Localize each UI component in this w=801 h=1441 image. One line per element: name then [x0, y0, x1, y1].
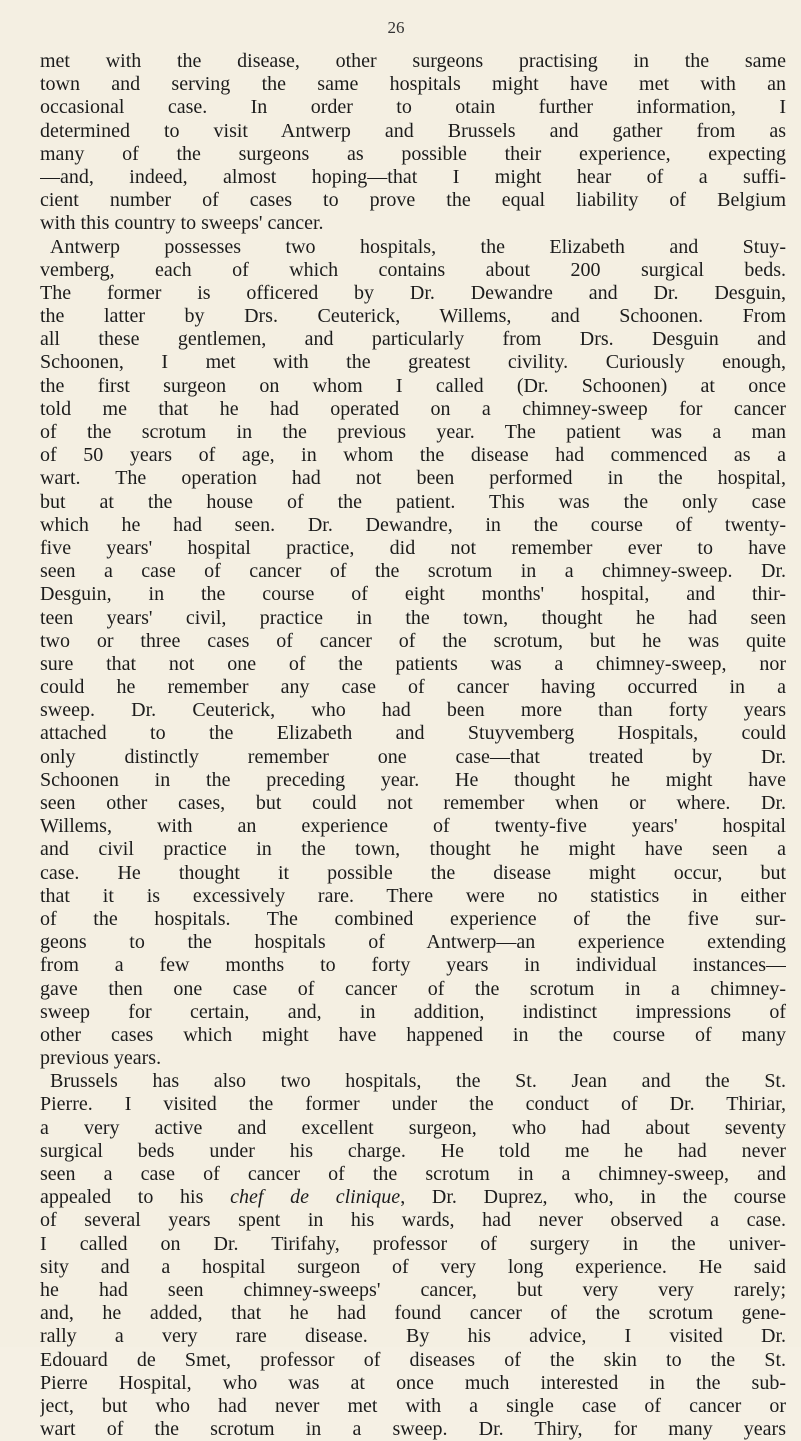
text-line: Desguin, in the course of eight months' hospital, and thir- — [40, 583, 786, 606]
text-line: case. He thought it possible the disease might occur, but — [40, 861, 786, 884]
text-line: wart. The operation had not been performed in the hospital, — [40, 467, 786, 490]
text-line: wart of the scrotum in a sweep. Dr. Thiry, for many years — [40, 1418, 786, 1441]
text-line: and, he added, that he had found cancer of the scrotum gene- — [40, 1302, 786, 1325]
text-line: attached to the Elizabeth and Stuyvemberg Hospitals, could — [40, 722, 786, 745]
text-line: the first surgeon on whom I called (Dr. Schoonen) at once — [40, 374, 786, 397]
text-line: two or three cases of cancer of the scrotum, but he was quite — [40, 629, 786, 652]
text-line: he had seen chimney-sweeps' cancer, but very very rarely; — [40, 1278, 786, 1301]
text-line: of the scrotum in the previous year. The patient was a man — [40, 421, 786, 443]
text-line: seen other cases, but could not remember when or where. Dr. — [40, 792, 786, 814]
text-line: —and, indeed, almost hoping—that I might hear of a suffi- — [40, 165, 786, 188]
text-line: The former is officered by Dr. Dewandre and Dr. Desguin, — [40, 281, 786, 304]
text-line: seen a case of cancer of the scrotum in a chimney-sweep. Dr. — [40, 560, 786, 583]
text-line: and civil practice in the town, thought he might have seen a — [40, 838, 786, 861]
text-line: Willems, with an experience of twenty-five years' hospital — [40, 815, 786, 838]
text-line: many of the surgeons as possible their experience, expecting — [40, 142, 786, 165]
text-line: of the hospitals. The combined experience of the five sur- — [40, 907, 786, 930]
text-line: could he remember any case of cancer having occurred in a — [40, 676, 786, 699]
text-line: teen years' civil, practice in the town, thought he had seen — [40, 606, 786, 629]
text-line: sweep. Dr. Ceuterick, who had been more than forty years — [40, 699, 786, 722]
text-line: sweep for certain, and, in addition, indistinct impressions of — [40, 1000, 786, 1023]
text-line: the latter by Drs. Ceuterick, Willems, and Schoonen. From — [40, 305, 786, 328]
text-line: Schoonen, I met with the greatest civility. Curiously enough, — [40, 351, 786, 374]
text-line: of several years spent in his wards, had never observed a case. — [40, 1209, 786, 1232]
text-line: from a few months to forty years in individual instances— — [40, 954, 786, 977]
text-line: sure that not one of the patients was a chimney-sweep, nor — [40, 652, 786, 675]
body-text — [40, 50, 786, 1441]
text-line: of 50 years of age, in whom the disease had commenced as a — [40, 444, 786, 467]
text-line: I called on Dr. Tirifahy, professor of surgery in the univer- — [40, 1232, 786, 1255]
text-line: a very active and excellent surgeon, who had about seventy — [40, 1116, 786, 1139]
text-line: determined to visit Antwerp and Brussels and gather from as — [40, 119, 786, 142]
text-line: five years' hospital practice, did not remember ever to have — [40, 536, 786, 559]
text-line: Pierre. I visited the former under the conduct of Dr. Thiriar, — [40, 1093, 786, 1116]
text-line: but at the house of the patient. This was the only case — [40, 490, 786, 513]
text-line: occasional case. In order to otain further information, I — [40, 96, 786, 119]
text-line: sity and a hospital surgeon of very long experience. He said — [40, 1255, 786, 1278]
text-line: previous years. — [40, 1047, 162, 1070]
text-line: ject, but who had never met with a single case of cancer or — [40, 1394, 786, 1417]
text-line: Brussels has also two hospitals, the St. Jean and the St. — [50, 1070, 786, 1093]
text-line: geons to the hospitals of Antwerp—an experience extending — [40, 931, 786, 954]
text-line: only distinctly remember one case—that treated by Dr. — [40, 745, 786, 768]
text-line: which he had seen. Dr. Dewandre, in the course of twenty- — [40, 513, 786, 536]
text-line: all these gentlemen, and particularly from Drs. Desguin and — [40, 328, 786, 351]
text-line: surgical beds under his charge. He told me he had never — [40, 1139, 786, 1162]
text-line: Edouard de Smet, professor of diseases of the skin to the St. — [40, 1348, 786, 1371]
text-line: rally a very rare disease. By his advice, I visited Dr. — [40, 1325, 786, 1348]
text-line: appealed to his chef de clinique, Dr. Duprez, who, in the course — [40, 1186, 786, 1209]
text-line: cient number of cases to prove the equal liability of Belgium — [40, 189, 786, 212]
text-line: that it is excessively rare. There were no statistics in either — [40, 884, 786, 907]
text-line: vemberg, each of which contains about 200 surgical beds. — [40, 258, 786, 281]
text-line: other cases which might have happened in the course of many — [40, 1023, 786, 1046]
text-line: town and serving the same hospitals might have met with an — [40, 73, 786, 96]
text-line: with this country to sweeps' cancer. — [40, 212, 324, 235]
text-line: Schoonen in the preceding year. He thought he might have — [40, 768, 786, 791]
text-line: Pierre Hospital, who was at once much interested in the sub- — [40, 1371, 786, 1394]
italic-phrase: chef de clinique — [230, 1186, 401, 1209]
page-number: 26 — [387, 18, 405, 37]
text-line: Antwerp possesses two hospitals, the Elizabeth and Stuy- — [50, 235, 786, 258]
text-line: seen a case of cancer of the scrotum in a chimney-sweep, and — [40, 1163, 786, 1185]
text-line: met with the disease, other surgeons practising in the same — [40, 50, 786, 72]
text-line: gave then one case of cancer of the scrotum in a chimney- — [40, 977, 786, 1000]
text-line: told me that he had operated on a chimney-sweep for cancer — [40, 397, 786, 420]
